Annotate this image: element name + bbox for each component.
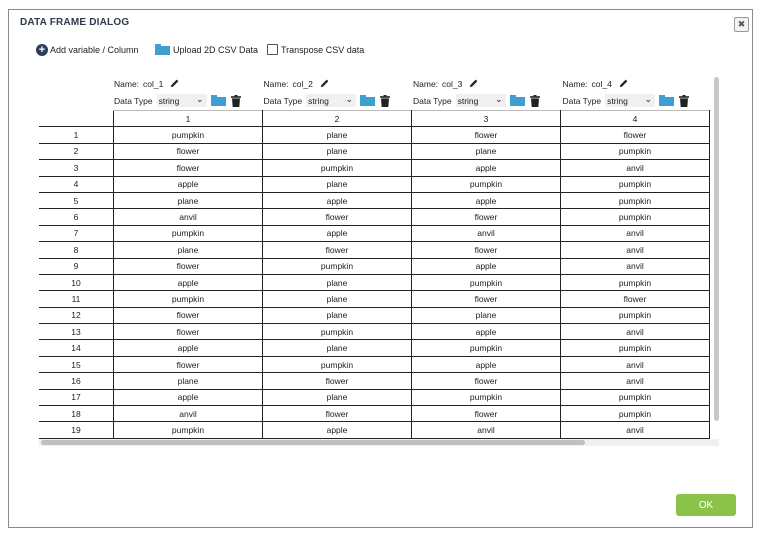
- row-number: 12: [39, 307, 114, 323]
- row-number: 9: [39, 258, 114, 274]
- table-cell[interactable]: anvil: [114, 209, 263, 225]
- table-cell[interactable]: pumpkin: [412, 176, 561, 192]
- table-cell[interactable]: pumpkin: [561, 389, 710, 405]
- chevron-down-icon: ⌄: [644, 94, 653, 104]
- folder-icon[interactable]: [360, 95, 375, 106]
- table-cell[interactable]: pumpkin: [412, 340, 561, 356]
- table-row: [39, 422, 710, 438]
- table-cell[interactable]: plane: [412, 143, 561, 159]
- row-number: 14: [39, 340, 114, 356]
- trash-icon[interactable]: [679, 95, 689, 107]
- table-cell[interactable]: pumpkin: [561, 307, 710, 323]
- upload-csv-label: Upload 2D CSV Data: [173, 44, 259, 55]
- column-name: col_2: [292, 78, 313, 89]
- data-type-label: Data Type: [562, 95, 602, 106]
- table-cell[interactable]: pumpkin: [114, 291, 263, 307]
- table-cell[interactable]: apple: [263, 192, 412, 208]
- table-cell[interactable]: pumpkin: [561, 176, 710, 192]
- table-row: [39, 291, 710, 307]
- row-number: 5: [39, 192, 114, 208]
- table-cell[interactable]: flower: [114, 356, 263, 372]
- table-cell[interactable]: apple: [412, 192, 561, 208]
- table-cell[interactable]: plane: [263, 340, 412, 356]
- table-cell[interactable]: flower: [114, 307, 263, 323]
- horizontal-scrollbar[interactable]: [41, 440, 585, 445]
- table-cell[interactable]: flower: [412, 242, 561, 258]
- pencil-icon[interactable]: [618, 78, 629, 89]
- column-header-3: [413, 76, 562, 110]
- column-number-1: 1: [114, 111, 263, 127]
- transpose-label: Transpose CSV data: [281, 44, 365, 55]
- row-number: 6: [39, 209, 114, 225]
- table-cell[interactable]: flower: [412, 209, 561, 225]
- table-cell[interactable]: flower: [114, 324, 263, 340]
- corner-cell: [39, 111, 114, 127]
- row-number: 18: [39, 406, 114, 422]
- table-cell[interactable]: plane: [263, 291, 412, 307]
- table-cell[interactable]: flower: [263, 209, 412, 225]
- table-cell[interactable]: plane: [114, 373, 263, 389]
- add-variable-button[interactable]: [36, 44, 139, 56]
- chevron-down-icon: ⌄: [345, 94, 354, 104]
- column-name: col_4: [591, 78, 612, 89]
- pencil-icon[interactable]: [169, 78, 180, 89]
- row-number: 10: [39, 274, 114, 290]
- add-variable-label: Add variable / Column: [50, 45, 139, 55]
- table-cell[interactable]: pumpkin: [114, 225, 263, 241]
- table-cell[interactable]: plane: [263, 389, 412, 405]
- column-header-4: [563, 76, 712, 110]
- table-cell[interactable]: plane: [263, 307, 412, 323]
- data-table: [39, 110, 710, 439]
- table-cell[interactable]: plane: [114, 242, 263, 258]
- row-number: 7: [39, 225, 114, 241]
- row-number: 19: [39, 422, 114, 438]
- name-label: Name:: [413, 78, 439, 89]
- column-number-row: [39, 111, 710, 127]
- column-number-3: 3: [412, 111, 561, 127]
- table-cell[interactable]: pumpkin: [561, 209, 710, 225]
- table-row: [39, 389, 710, 405]
- table-cell[interactable]: flower: [263, 406, 412, 422]
- name-label: Name:: [114, 78, 140, 89]
- data-type-select[interactable]: [456, 94, 506, 107]
- close-button[interactable]: ✖: [734, 17, 749, 32]
- table-cell[interactable]: flower: [412, 373, 561, 389]
- folder-icon[interactable]: [659, 95, 674, 106]
- table-cell[interactable]: apple: [263, 422, 412, 438]
- row-number: 17: [39, 389, 114, 405]
- chevron-down-icon: ⌄: [196, 94, 204, 104]
- chevron-down-icon: ⌄: [495, 94, 503, 104]
- table-row: [39, 127, 710, 143]
- row-number: 16: [39, 373, 114, 389]
- table-cell[interactable]: apple: [263, 225, 412, 241]
- name-label: Name:: [562, 78, 588, 89]
- pencil-icon[interactable]: [319, 78, 330, 89]
- plus-icon: +: [36, 44, 48, 56]
- table-cell[interactable]: flower: [114, 258, 263, 274]
- table-cell[interactable]: plane: [263, 176, 412, 192]
- transpose-checkbox-group[interactable]: [267, 44, 364, 55]
- table-cell[interactable]: plane: [263, 127, 412, 143]
- table-cell[interactable]: apple: [114, 176, 263, 192]
- column-number-4: 4: [561, 111, 710, 127]
- column-name: col_3: [442, 78, 463, 89]
- folder-icon: [155, 44, 170, 55]
- table-row: [39, 242, 710, 258]
- row-number: 13: [39, 324, 114, 340]
- table-cell[interactable]: flower: [263, 373, 412, 389]
- table-cell[interactable]: pumpkin: [114, 422, 263, 438]
- table-cell[interactable]: anvil: [561, 160, 710, 176]
- column-name-row: [264, 78, 330, 89]
- table-cell[interactable]: anvil: [561, 356, 710, 372]
- table-cell[interactable]: pumpkin: [263, 324, 412, 340]
- trash-icon[interactable]: [231, 95, 241, 107]
- data-type-value: string: [158, 95, 180, 106]
- table-row: [39, 176, 710, 192]
- table-row: [39, 406, 710, 422]
- upload-csv-button[interactable]: [155, 44, 258, 55]
- row-number: 11: [39, 291, 114, 307]
- table-row: [39, 274, 710, 290]
- table-cell[interactable]: pumpkin: [561, 143, 710, 159]
- table-row: [39, 324, 710, 340]
- transpose-checkbox[interactable]: [267, 44, 278, 55]
- table-cell[interactable]: pumpkin: [263, 258, 412, 274]
- table-row: [39, 340, 710, 356]
- data-type-label: Data Type: [114, 95, 153, 106]
- dialog-title: DATA FRAME DIALOG: [20, 17, 130, 28]
- table-cell[interactable]: plane: [263, 143, 412, 159]
- column-number-2: 2: [263, 111, 412, 127]
- table-cell[interactable]: anvil: [561, 373, 710, 389]
- table-cell[interactable]: pumpkin: [561, 406, 710, 422]
- table-cell[interactable]: flower: [412, 291, 561, 307]
- table-cell[interactable]: pumpkin: [114, 127, 263, 143]
- data-type-select[interactable]: [157, 94, 207, 107]
- column-name-row: [563, 78, 629, 89]
- table-cell[interactable]: apple: [114, 389, 263, 405]
- column-type-row: [114, 94, 241, 107]
- row-number: 1: [39, 127, 114, 143]
- table-cell[interactable]: plane: [114, 192, 263, 208]
- table-row: [39, 143, 710, 159]
- table-cell[interactable]: anvil: [561, 324, 710, 340]
- column-name-row: [114, 78, 180, 89]
- column-header-2: [264, 76, 413, 110]
- table-row: [39, 373, 710, 389]
- table-row: [39, 258, 710, 274]
- row-number: 4: [39, 176, 114, 192]
- data-table-container: [39, 110, 713, 439]
- table-cell[interactable]: pumpkin: [412, 274, 561, 290]
- table-cell[interactable]: pumpkin: [561, 274, 710, 290]
- table-cell[interactable]: pumpkin: [561, 192, 710, 208]
- table-row: [39, 307, 710, 323]
- data-type-select[interactable]: [306, 94, 356, 107]
- column-name: col_1: [143, 78, 164, 89]
- ok-button[interactable]: OK: [676, 494, 736, 516]
- table-cell[interactable]: anvil: [412, 422, 561, 438]
- column-header-1: [114, 76, 263, 110]
- table-cell[interactable]: apple: [412, 324, 561, 340]
- name-label: Name:: [263, 78, 289, 89]
- table-cell[interactable]: flower: [412, 406, 561, 422]
- trash-icon[interactable]: [530, 95, 540, 107]
- table-cell[interactable]: anvil: [561, 242, 710, 258]
- trash-icon[interactable]: [380, 95, 390, 107]
- table-cell[interactable]: flower: [561, 127, 710, 143]
- data-frame-dialog: [8, 9, 753, 528]
- data-type-value: string: [607, 95, 628, 106]
- table-row: [39, 225, 710, 241]
- data-type-value: string: [457, 95, 479, 106]
- row-number: 8: [39, 242, 114, 258]
- table-cell[interactable]: pumpkin: [263, 160, 412, 176]
- table-cell[interactable]: plane: [412, 307, 561, 323]
- table-cell[interactable]: apple: [114, 340, 263, 356]
- table-cell[interactable]: anvil: [114, 406, 263, 422]
- table-cell[interactable]: flower: [412, 127, 561, 143]
- data-type-label: Data Type: [263, 95, 303, 106]
- table-cell[interactable]: pumpkin: [561, 340, 710, 356]
- table-cell[interactable]: plane: [263, 274, 412, 290]
- table-cell[interactable]: anvil: [561, 422, 710, 438]
- row-number: 3: [39, 160, 114, 176]
- table-cell[interactable]: flower: [561, 291, 710, 307]
- vertical-scrollbar[interactable]: [714, 77, 719, 421]
- data-type-label: Data Type: [413, 95, 452, 106]
- table-cell[interactable]: apple: [114, 274, 263, 290]
- data-type-value: string: [308, 95, 329, 106]
- column-name-row: [413, 78, 479, 89]
- table-row: [39, 160, 710, 176]
- table-row: [39, 356, 710, 372]
- table-row: [39, 209, 710, 225]
- table-cell[interactable]: pumpkin: [412, 389, 561, 405]
- column-type-row: [563, 94, 690, 107]
- column-type-row: [413, 94, 540, 107]
- table-cell[interactable]: flower: [114, 160, 263, 176]
- table-row: [39, 192, 710, 208]
- table-cell[interactable]: anvil: [412, 225, 561, 241]
- row-number: 2: [39, 143, 114, 159]
- folder-icon[interactable]: [510, 95, 525, 106]
- table-cell[interactable]: pumpkin: [263, 356, 412, 372]
- table-cell[interactable]: apple: [412, 356, 561, 372]
- data-type-select[interactable]: [605, 94, 655, 107]
- table-cell[interactable]: anvil: [561, 258, 710, 274]
- table-cell[interactable]: anvil: [561, 225, 710, 241]
- table-cell[interactable]: apple: [412, 160, 561, 176]
- folder-icon[interactable]: [211, 95, 226, 106]
- pencil-icon[interactable]: [468, 78, 479, 89]
- table-cell[interactable]: apple: [412, 258, 561, 274]
- row-number: 15: [39, 356, 114, 372]
- column-type-row: [264, 94, 391, 107]
- table-cell[interactable]: flower: [114, 143, 263, 159]
- table-cell[interactable]: flower: [263, 242, 412, 258]
